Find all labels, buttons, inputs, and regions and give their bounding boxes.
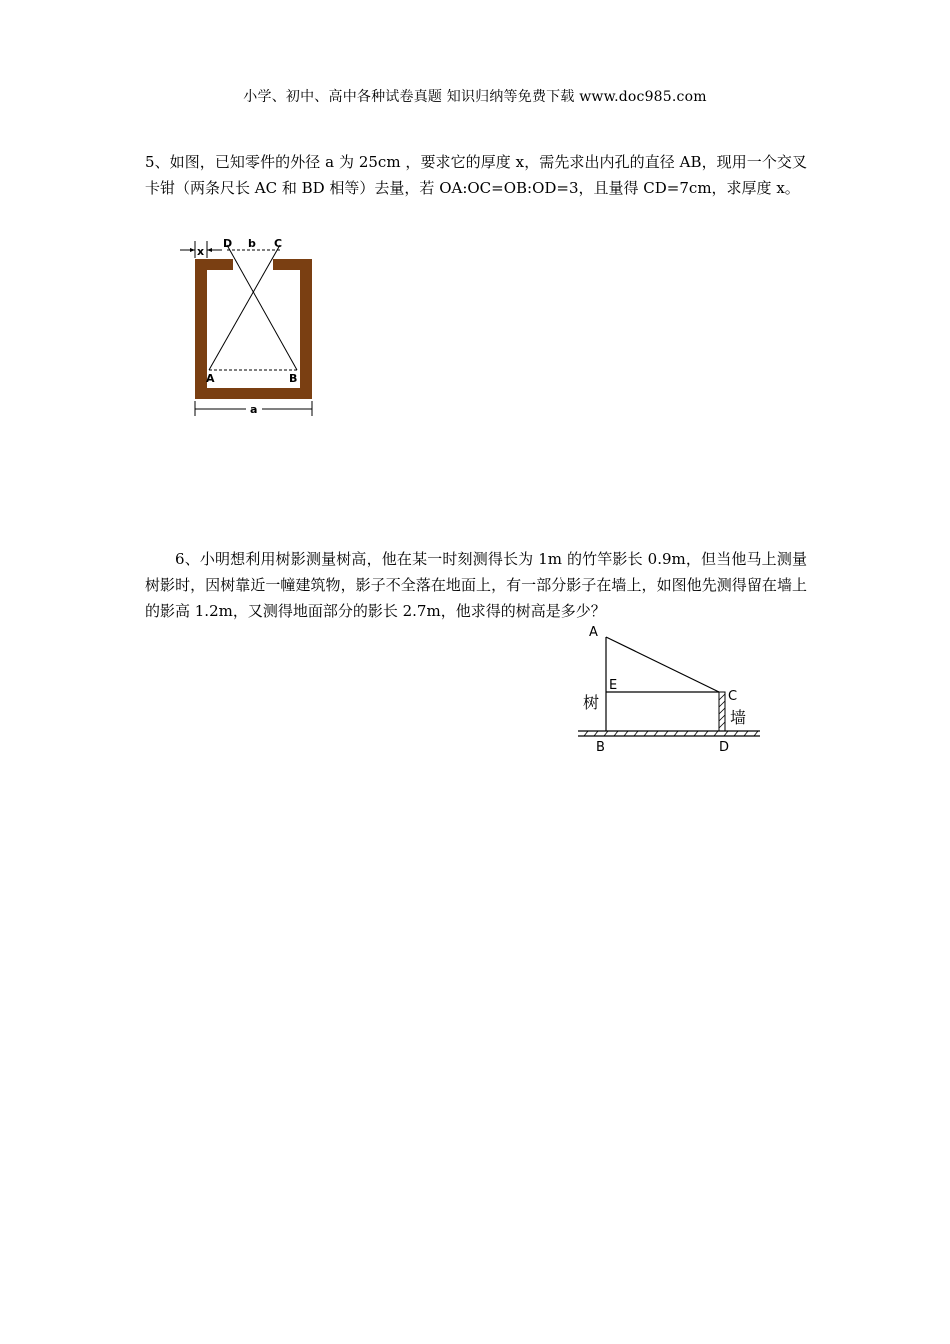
- label-c: C: [274, 237, 283, 250]
- page-header: 小学、初中、高中各种试卷真题 知识归纳等免费下载 www.doc985.com: [243, 89, 707, 105]
- label-b-width: b: [248, 237, 256, 250]
- label-d: D: [223, 237, 233, 250]
- label-b-point: B: [289, 372, 298, 385]
- ray-ac: [606, 637, 719, 692]
- ground-hatching: [584, 731, 758, 736]
- problem-6-text: 6、小明想利用树影测量树高，他在某一时刻测得长为 1m 的竹竿影长 0.9m，但当他马上测量树影时，因树靠近一幢建筑物，影子不全落在地面上，有一部分影子在墙上，如图他先测得留在墙上的影高 1.2m，又测得地面部分的影长 2.7m，他求得的树高是多少？: [145, 550, 807, 620]
- label-a-dim: a: [250, 403, 258, 416]
- wall-hatching: [719, 694, 725, 728]
- label-x: x: [197, 245, 205, 258]
- problem-5-text: 5、如图，已知零件的外径 a 为 25cm ，要求它的厚度 x，需先求出内孔的直径 AB，现用一个交叉卡钳（两条尺长 AC 和 BD 相等）去量，若 OA:OC=OB:OD=3，且量得 CD=7cm，求厚度 x。: [145, 153, 807, 197]
- label-tree: 树: [583, 693, 600, 712]
- label-d: D: [719, 740, 730, 755]
- label-wall: 墙: [730, 708, 747, 727]
- label-b: B: [596, 740, 605, 755]
- label-a: A: [589, 625, 598, 640]
- label-a-point: A: [206, 372, 215, 385]
- label-c: C: [728, 689, 738, 704]
- label-e: E: [609, 678, 618, 693]
